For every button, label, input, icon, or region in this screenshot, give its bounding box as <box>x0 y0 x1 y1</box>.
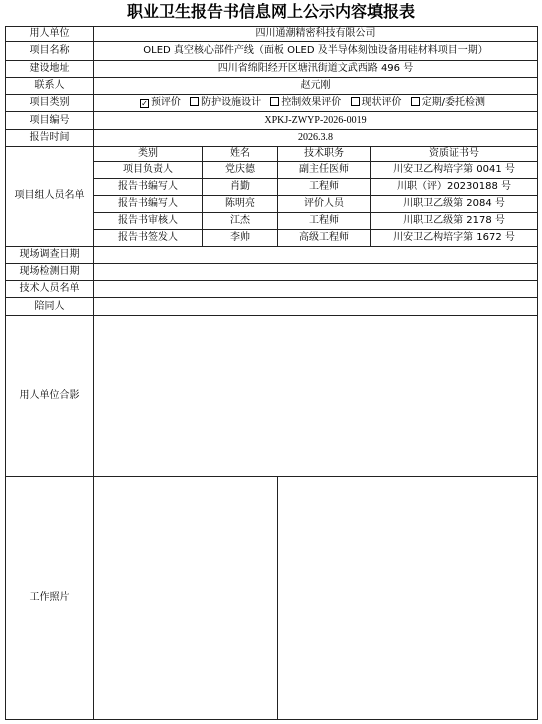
contact-label: 联系人 <box>6 78 94 95</box>
test-date-label: 现场检测日期 <box>6 264 94 281</box>
employer-label: 用人单位 <box>6 27 94 42</box>
team-header-title: 技术职务 <box>278 146 371 161</box>
category-option-control-evaluation[interactable]: 控制效果评价 <box>270 97 341 108</box>
contact-value: 赵元刚 <box>94 78 538 95</box>
member-title: 工程师 <box>278 178 371 195</box>
member-certificate: 川安卫乙构培字第 1672 号 <box>371 230 538 247</box>
checkbox-checked-icon[interactable]: ✓ <box>141 99 148 109</box>
category-option-periodic-testing[interactable]: 定期/委托检测 <box>411 97 485 108</box>
member-title: 副主任医师 <box>278 161 371 178</box>
team-label: 项目组人员名单 <box>6 146 94 247</box>
form-title: 职业卫生报告书信息网上公示内容填报表 <box>126 2 415 21</box>
project-name-label: 项目名称 <box>6 42 94 61</box>
work-photo-slot-right <box>278 476 538 720</box>
report-date-value: 2026.3.8 <box>94 129 538 146</box>
escort-label: 陪同人 <box>6 298 94 315</box>
checkbox-icon[interactable] <box>351 97 360 106</box>
member-certificate: 川安卫乙构培字第 0041 号 <box>371 161 538 178</box>
member-role: 项目负责人 <box>94 161 203 178</box>
member-certificate: 川职（评）20230188 号 <box>371 178 538 195</box>
checkbox-icon[interactable] <box>411 97 420 106</box>
work-photo-label: 工作照片 <box>6 476 94 720</box>
member-role: 报告书审核人 <box>94 213 203 230</box>
checkbox-icon[interactable] <box>190 97 199 106</box>
employer-value: 四川通潮精密科技有限公司 <box>94 27 538 42</box>
member-name: 肖勤 <box>203 178 278 195</box>
category-options <box>94 95 538 112</box>
member-name: 李帅 <box>203 230 278 247</box>
team-header-certificate: 资质证书号 <box>371 146 538 161</box>
member-title: 高级工程师 <box>278 230 371 247</box>
member-role: 报告书编写人 <box>94 178 203 195</box>
survey-date-value <box>94 247 538 264</box>
checkbox-icon[interactable] <box>270 97 279 106</box>
member-title: 评价人员 <box>278 195 371 212</box>
category-option-pre-evaluation[interactable]: ✓ 预评价 <box>141 97 181 109</box>
member-title: 工程师 <box>278 213 371 230</box>
group-photo-area <box>94 315 538 476</box>
project-number-value: XPKJ-ZWYP-2026-0019 <box>94 112 538 129</box>
team-header-name: 姓名 <box>203 146 278 161</box>
survey-date-label: 现场调查日期 <box>6 247 94 264</box>
member-name: 陈明亮 <box>203 195 278 212</box>
address-value: 四川省绵阳经开区塘汛街道文武西路 496 号 <box>94 61 538 78</box>
test-date-value <box>94 264 538 281</box>
work-photo-slot-left <box>94 476 278 720</box>
tech-staff-label: 技术人员名单 <box>6 281 94 298</box>
member-certificate: 川职卫乙级第 2178 号 <box>371 213 538 230</box>
member-name: 党庆德 <box>203 161 278 178</box>
member-role: 报告书签发人 <box>94 230 203 247</box>
member-role: 报告书编写人 <box>94 195 203 212</box>
member-certificate: 川职卫乙级第 2084 号 <box>371 195 538 212</box>
member-name: 江杰 <box>203 213 278 230</box>
disclosure-form-table <box>5 26 537 720</box>
group-photo-label: 用人单位合影 <box>6 315 94 476</box>
category-option-protection-design[interactable]: 防护设施设计 <box>190 97 261 108</box>
project-number-label: 项目编号 <box>6 112 94 129</box>
report-date-label: 报告时间 <box>6 129 94 146</box>
address-label: 建设地址 <box>6 61 94 78</box>
tech-staff-value <box>94 281 538 298</box>
team-header-category: 类别 <box>94 146 203 161</box>
project-name-value: OLED 真空核心部件产线（面板 OLED 及半导体刻蚀设备用硅材料项目一期） <box>94 42 538 61</box>
category-label: 项目类别 <box>6 95 94 112</box>
escort-value <box>94 298 538 315</box>
category-option-status-evaluation[interactable]: 现状评价 <box>351 97 402 108</box>
